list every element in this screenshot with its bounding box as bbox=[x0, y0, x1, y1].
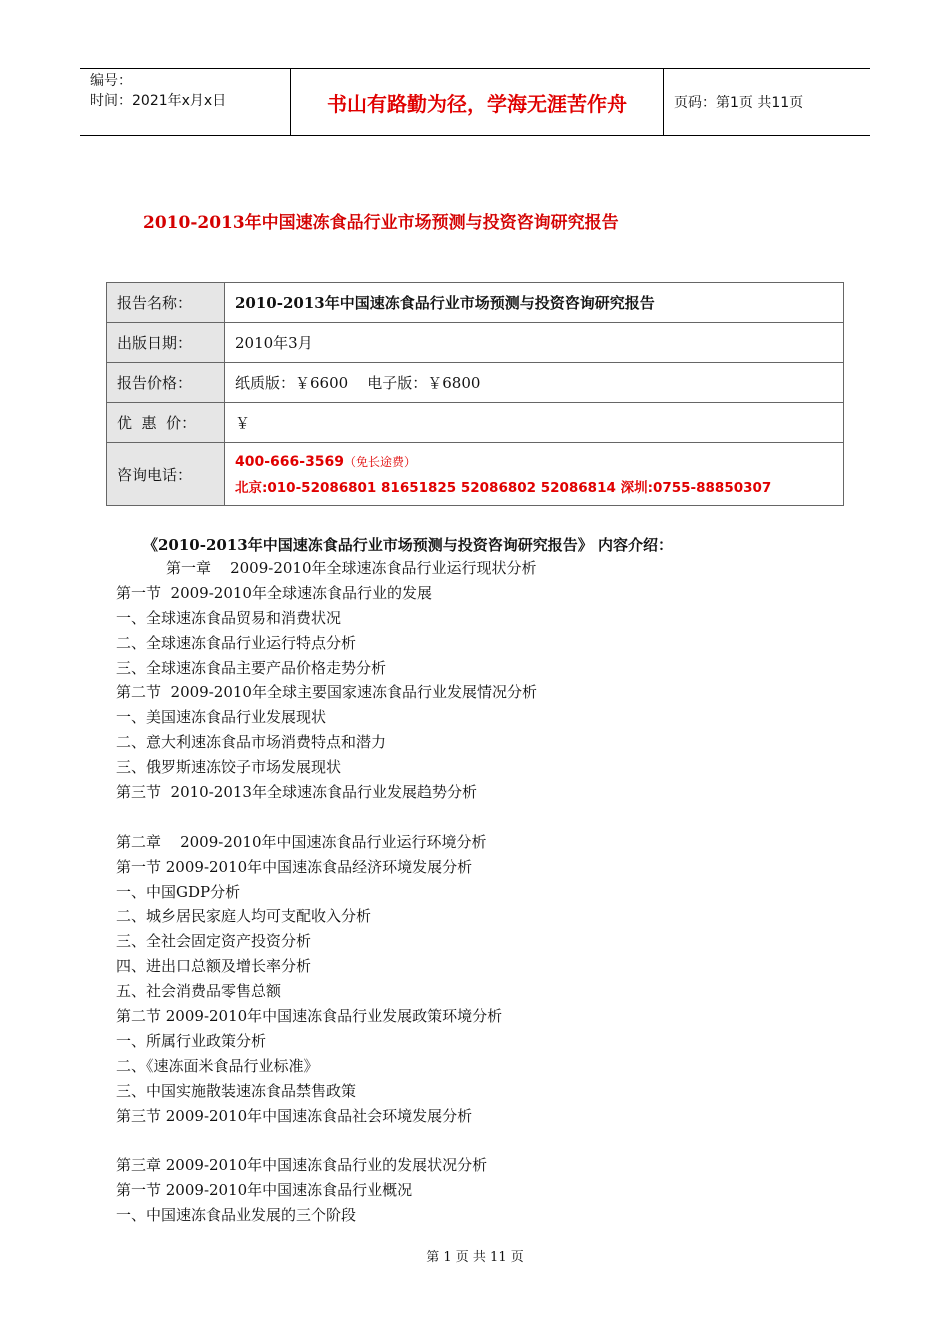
toc-line: 三、全球速冻食品主要产品价格走势分析 bbox=[116, 658, 387, 677]
info-row-discount bbox=[107, 403, 844, 443]
toc-line: 四、进出口总额及增长率分析 bbox=[116, 957, 312, 976]
toc-line: 五、社会消费品零售总额 bbox=[116, 982, 282, 1001]
toc-line: 第三节 2009-2010年中国速冻食品社会环境发展分析 bbox=[116, 1106, 473, 1125]
info-row-price bbox=[107, 363, 844, 403]
toc-line: 三、俄罗斯速冻饺子市场发展现状 bbox=[116, 758, 342, 777]
toc-line: 第二节 2009-2010年全球主要国家速冻食品行业发展情况分析 bbox=[116, 683, 537, 702]
info-value: 2010-2013年中国速冻食品行业市场预测与投资咨询研究报告 bbox=[225, 283, 844, 323]
toc-line: 第二章 2009-2010年中国速冻食品行业运行环境分析 bbox=[116, 832, 487, 851]
toc-line: 二、《速冻面米食品行业标准》 bbox=[116, 1056, 319, 1075]
toc-line: 二、城乡居民家庭人均可支配收入分析 bbox=[116, 907, 372, 926]
report-info-table bbox=[106, 282, 844, 506]
info-row-date bbox=[107, 323, 844, 363]
toc-line: 二、意大利速冻食品市场消费特点和潜力 bbox=[116, 733, 387, 752]
info-label: 报告名称： bbox=[107, 283, 225, 323]
toc-line: 三、中国实施散装速冻食品禁售政策 bbox=[116, 1081, 357, 1100]
info-row-contact bbox=[107, 443, 844, 506]
contact-value bbox=[225, 443, 844, 506]
number-label: 编号： bbox=[90, 73, 132, 89]
toc-spacer bbox=[116, 1128, 537, 1153]
toc-line: 第一节 2009-2010年中国速冻食品经济环境发展分析 bbox=[116, 857, 473, 876]
toc-line: 第一章 2009-2010年全球速冻食品行业运行现状分析 bbox=[166, 559, 537, 577]
header-motto: 书山有路勤为径，学海无涯苦作舟 bbox=[291, 69, 664, 136]
info-label: 咨询电话： bbox=[107, 443, 225, 506]
time-label: 时间：2021年x月x日 bbox=[90, 93, 227, 109]
toc-line: 二、全球速冻食品行业运行特点分析 bbox=[116, 633, 357, 652]
info-value: 纸质版：￥6600 电子版：￥6800 bbox=[225, 363, 844, 403]
hotline-note: （免长途费） bbox=[344, 454, 417, 469]
toc-line: 第一节 2009-2010年全球速冻食品行业的发展 bbox=[116, 583, 432, 602]
info-value: ￥ bbox=[225, 403, 844, 443]
page-header bbox=[80, 68, 870, 136]
toc-line: 第三节 2010-2013年全球速冻食品行业发展趋势分析 bbox=[116, 783, 477, 802]
toc-line: 三、全社会固定资产投资分析 bbox=[116, 932, 312, 951]
table-of-contents bbox=[116, 556, 537, 1228]
toc-line: 一、全球速冻食品贸易和消费状况 bbox=[116, 608, 342, 627]
hotline-line bbox=[235, 453, 833, 470]
toc-line: 一、所属行业政策分析 bbox=[116, 1031, 267, 1050]
page-footer: 第 1 页 共 11 页 bbox=[426, 1250, 524, 1265]
header-meta bbox=[80, 69, 291, 136]
toc-line: 一、中国速冻食品业发展的三个阶段 bbox=[116, 1206, 357, 1225]
toc-line: 第二节 2009-2010年中国速冻食品行业发展政策环境分析 bbox=[116, 1007, 503, 1026]
phone-numbers: 北京:010-52086801 81651825 52086802 52086814 深圳:0755-88850307 bbox=[235, 479, 772, 496]
toc-spacer bbox=[116, 805, 537, 830]
info-row-name bbox=[107, 283, 844, 323]
document-title: 2010-2013年中国速冻食品行业市场预测与投资咨询研究报告 bbox=[143, 213, 619, 233]
intro-heading: 《2010-2013年中国速冻食品行业市场预测与投资咨询研究报告》 内容介绍： bbox=[143, 536, 673, 554]
toc-line: 第一节 2009-2010年中国速冻食品行业概况 bbox=[116, 1181, 413, 1200]
info-label: 报告价格： bbox=[107, 363, 225, 403]
toc-line: 一、中国GDP分析 bbox=[116, 882, 241, 901]
header-page-info: 页码：第1页 共11页 bbox=[664, 69, 871, 136]
toc-line: 一、美国速冻食品行业发展现状 bbox=[116, 708, 327, 727]
info-label: 出版日期： bbox=[107, 323, 225, 363]
info-value: 2010年3月 bbox=[225, 323, 844, 363]
info-label: 优 惠 价： bbox=[107, 403, 225, 443]
toc-line: 第三章 2009-2010年中国速冻食品行业的发展状况分析 bbox=[116, 1156, 488, 1175]
hotline-number: 400-666-3569 bbox=[235, 453, 345, 470]
